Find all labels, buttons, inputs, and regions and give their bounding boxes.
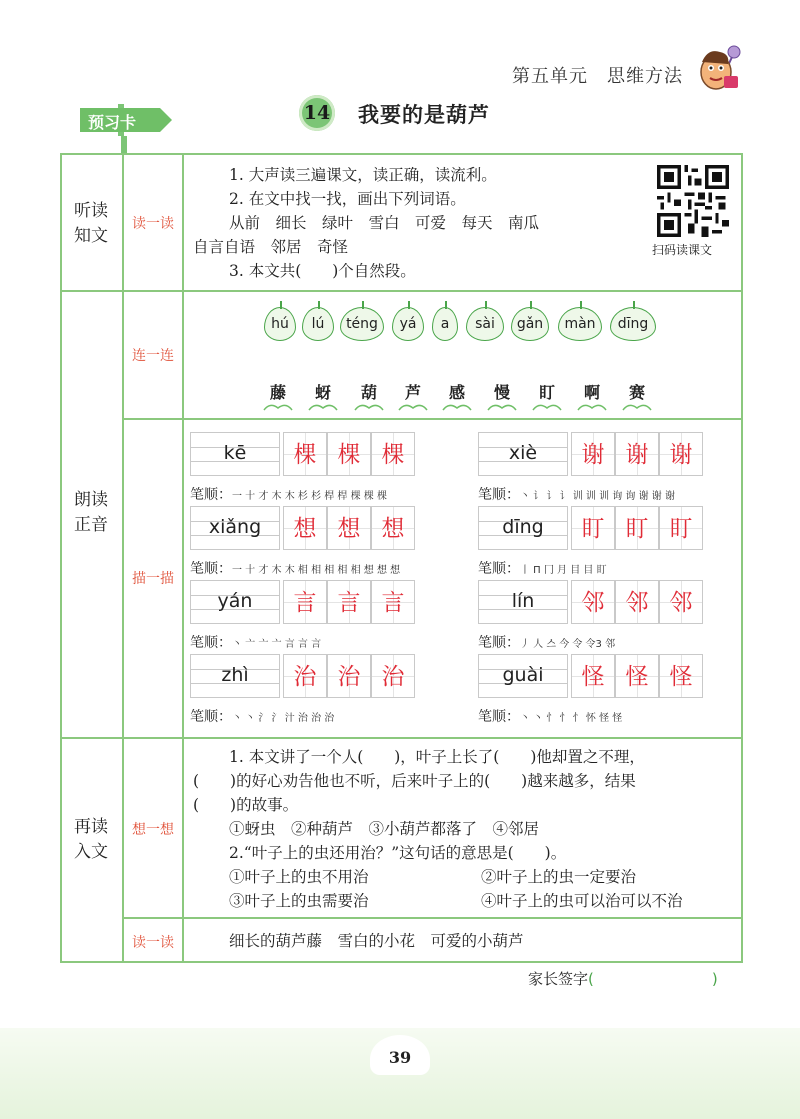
question-line: 1. 本文讲了一个人( )，叶子上长了( )他却置之不理，	[229, 748, 645, 766]
hanzi-char[interactable]: 慢	[493, 383, 510, 402]
option-item[interactable]: ①叶子上的虫不用治	[229, 868, 369, 886]
option-item[interactable]: ③叶子上的虫需要治	[229, 892, 369, 910]
stroke-order: 笔顺：丨 П 冂 月 目 目 盯	[478, 561, 607, 577]
row-divider	[122, 418, 743, 420]
tag-stem	[121, 136, 127, 153]
stroke-sequence: 一 十 才 木 木 相 相 相 相 相 想 想 想	[232, 565, 401, 576]
section-label-reread: 再读 入文	[74, 817, 108, 862]
trace-char-box[interactable]: 怪	[571, 654, 615, 698]
options-line: ①蚜虫 ②种葫芦 ③小葫芦都落了 ④邻居	[229, 820, 540, 838]
stroke-order: 笔顺：丶 讠 讠 讠 训 训 训 询 询 谢 谢 谢	[478, 487, 675, 503]
hanzi-char[interactable]: 感	[448, 383, 465, 402]
stroke-sequence: 丶 丶 忄 忄 忄 怀 怪 怪	[520, 713, 623, 724]
parent-signature[interactable]: 家长签字( )	[528, 970, 718, 988]
read-phrase-line: 细长的葫芦藤 雪白的小花 可爱的小葫芦	[229, 932, 524, 950]
col-divider	[182, 153, 184, 963]
trace-char-box[interactable]: 想	[371, 506, 415, 550]
unit-title: 第五单元 思维方法	[512, 66, 683, 87]
question-line: ( )的好心劝告他也不听，后来叶子上的( )越来越多，结果	[193, 772, 636, 790]
trace-char-box[interactable]: 治	[371, 654, 415, 698]
trace-char-box[interactable]: 棵	[327, 432, 371, 476]
pinyin-box: yán	[190, 580, 280, 624]
option-item[interactable]: ②叶子上的虫一定要治	[481, 868, 637, 886]
hanzi-char[interactable]: 盯	[538, 383, 555, 402]
pinyin-leaf[interactable]: sài	[466, 307, 504, 341]
trace-char-box[interactable]: 言	[371, 580, 415, 624]
lesson-number: 14	[299, 95, 335, 131]
stroke-sequence: 一 十 才 木 木 杉 杉 桿 桿 棵 棵 棵	[232, 491, 387, 502]
pinyin-leaf[interactable]: gǎn	[511, 307, 549, 341]
pinyin-box: xiǎng	[190, 506, 280, 550]
trace-char-box[interactable]: 邻	[615, 580, 659, 624]
trace-char-box[interactable]: 邻	[659, 580, 703, 624]
stroke-sequence: 丿 人 스 今 令 令3 邻	[520, 639, 616, 650]
stroke-order: 笔顺：一 十 才 木 木 相 相 相 相 相 想 想 想	[190, 561, 401, 577]
tag-label-wrap	[80, 104, 174, 136]
hanzi-char[interactable]: 葫	[360, 383, 377, 402]
mascot-icon	[694, 44, 744, 92]
qr-code-icon[interactable]	[657, 165, 729, 237]
pinyin-leaf[interactable]: lú	[302, 307, 334, 341]
stroke-order: 笔顺：丶 亠 亠 亠 言 言 言	[190, 635, 322, 651]
row-divider	[60, 737, 743, 739]
section-label-pronounce: 朗读 正音	[74, 490, 108, 535]
activity-connect-label: 连一连	[132, 348, 174, 364]
hanzi-char[interactable]: 藤	[269, 383, 286, 402]
stroke-sequence: 丶 亠 亠 亠 言 言 言	[232, 639, 322, 650]
col-divider	[122, 153, 124, 963]
question-line: 2.“叶子上的虫还用治？”这句话的意思是( )。	[229, 844, 567, 862]
qr-caption: 扫码读课文	[652, 243, 713, 257]
option-item[interactable]: ④叶子上的虫可以治可以不治	[481, 892, 683, 910]
trace-char-box[interactable]: 言	[283, 580, 327, 624]
hanzi-char[interactable]: 蚜	[314, 383, 331, 402]
pinyin-box: kē	[190, 432, 280, 476]
instruction-line: 2. 在文中找一找，画出下列词语。	[229, 190, 466, 208]
pinyin-leaf[interactable]: hú	[264, 307, 296, 341]
hanzi-char[interactable]: 芦	[404, 383, 421, 402]
activity-read-label: 读一读	[132, 216, 174, 232]
trace-char-box[interactable]: 盯	[615, 506, 659, 550]
stroke-order: 笔顺：一 十 才 木 木 杉 杉 桿 桿 棵 棵 棵	[190, 487, 387, 503]
row-divider	[122, 917, 743, 919]
hanzi-char[interactable]: 啊	[583, 383, 600, 402]
stroke-sequence: 丨 П 冂 月 目 目 盯	[520, 565, 607, 576]
trace-char-box[interactable]: 怪	[615, 654, 659, 698]
pinyin-box: guài	[478, 654, 568, 698]
trace-char-box[interactable]: 治	[283, 654, 327, 698]
section-label-listen: 听读 知文	[74, 201, 108, 246]
pinyin-box: xiè	[478, 432, 568, 476]
pinyin-leaf[interactable]: yá	[392, 307, 424, 341]
trace-char-box[interactable]: 棵	[371, 432, 415, 476]
pinyin-box: lín	[478, 580, 568, 624]
stroke-order: 笔顺：丶 丶 氵 氵 汁 治 治 治	[190, 709, 335, 725]
row-divider	[60, 290, 743, 292]
trace-char-box[interactable]: 治	[327, 654, 371, 698]
pinyin-box: dīng	[478, 506, 568, 550]
pinyin-leaf[interactable]: màn	[558, 307, 602, 341]
activity-think-label: 想一想	[132, 822, 174, 838]
trace-char-box[interactable]: 盯	[659, 506, 703, 550]
trace-char-box[interactable]: 谢	[615, 432, 659, 476]
activity-trace-label: 描一描	[132, 571, 174, 587]
trace-char-box[interactable]: 怪	[659, 654, 703, 698]
instruction-line: 1. 大声读三遍课文，读正确，读流利。	[229, 166, 497, 184]
pinyin-leaf[interactable]: a	[432, 307, 458, 341]
hanzi-char[interactable]: 赛	[628, 383, 645, 402]
trace-char-box[interactable]: 言	[327, 580, 371, 624]
trace-char-box[interactable]: 想	[283, 506, 327, 550]
page-number: 39	[370, 1035, 430, 1075]
trace-char-box[interactable]: 谢	[659, 432, 703, 476]
trace-char-box[interactable]: 谢	[571, 432, 615, 476]
trace-char-box[interactable]: 想	[327, 506, 371, 550]
word-list-line: 自言自语 邻居 奇怪	[193, 238, 349, 256]
stroke-order: 笔顺：丿 人 스 今 令 令3 邻	[478, 635, 616, 651]
pinyin-leaf[interactable]: téng	[340, 307, 384, 341]
pinyin-leaf[interactable]: dīng	[610, 307, 656, 341]
stroke-order: 笔顺：丶 丶 忄 忄 忄 怀 怪 怪	[478, 709, 623, 725]
stroke-sequence: 丶 讠 讠 讠 训 训 训 询 询 谢 谢 谢	[520, 491, 675, 502]
trace-char-box[interactable]: 盯	[571, 506, 615, 550]
trace-char-box[interactable]: 邻	[571, 580, 615, 624]
activity-read-label: 读一读	[132, 935, 174, 951]
question-line: ( )的故事。	[193, 796, 299, 814]
lesson-title: 我要的是葫芦	[358, 102, 490, 127]
tag-label: 预习卡	[88, 113, 137, 132]
stroke-sequence: 丶 丶 氵 氵 汁 治 治 治	[232, 713, 335, 724]
sprout-row-decoration	[256, 400, 666, 412]
pinyin-box: zhì	[190, 654, 280, 698]
word-list-line: 从前 细长 绿叶 雪白 可爱 每天 南瓜	[229, 214, 540, 232]
trace-char-box[interactable]: 棵	[283, 432, 327, 476]
instruction-line: 3. 本文共( )个自然段。	[229, 262, 416, 280]
